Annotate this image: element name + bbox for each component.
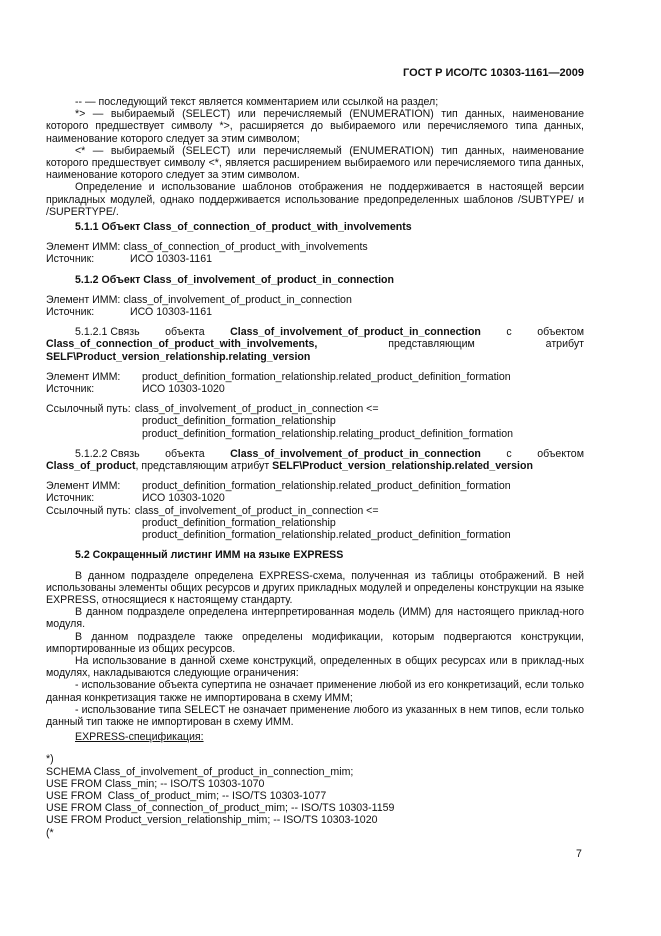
paragraph: В данном подразделе также определены модификации, которым подвергаются конструкции, импортированные из общих ресурсов.: [46, 630, 584, 655]
paragraph: - использование типа SELECT не означает применение любого из указанных в нем типов, если только данный тип также не импортирован в схему ИММ.: [46, 703, 584, 728]
def-select-extends: *> — выбираемый (SELECT) или перечисляемый (ENUMERATION) тип данных, наименование которого предшествует символу *>, расширяется до выбираемого или перечисляемого типа данных, наименование которого следует за этим символом;: [46, 108, 584, 145]
section-5-1-1-body: [46, 241, 584, 265]
section-5-1-2-1-heading: 5.1.2.1 Связь объекта Class_of_involvement_of_product_in_connection с объектом Class_of_connection_of_product_with_involvements, представляющим атрибут SELF\Product_version_relationship.relating_version: [46, 326, 584, 363]
def-select-extension: <* — выбираемый (SELECT) или перечисляемый (ENUMERATION) тип данных, наименование которого предшествует символу <*, является расширением выбираемого или перечисляемого типа данных, наименование которого следует за этим символом.: [46, 144, 584, 182]
section-5-2-body: [46, 570, 584, 744]
reference-path-line: class_of_involvement_of_product_in_connection <=: [134, 403, 379, 416]
def-templates: Определение и использование шаблонов отображения не поддерживается в настоящей версии прикладных модулей, однако поддерживается использование предопределенных шаблонов /SUBTYPE/ и /SUPERTYPE/.: [46, 181, 584, 218]
code-line: USE FROM Class_of_product_mim; -- ISO/TS 10303-1077: [46, 789, 327, 802]
reference-path-line: class_of_involvement_of_product_in_connection <=: [134, 504, 379, 517]
section-5-1-2-2-body: [46, 480, 584, 541]
paragraph: В данном подразделе определена интерпретированная модель (ИММ) для настоящего приклад-ного модуля.: [46, 606, 584, 631]
aim-element-label: Элемент ИММ:: [46, 241, 121, 254]
page-content: [46, 96, 584, 839]
express-spec-label: EXPRESS-спецификация:: [75, 731, 204, 744]
aim-element-value: class_of_connection_of_product_with_involvements: [123, 241, 368, 254]
section-5-1-2-body: [46, 294, 584, 318]
def-comment: -- — последующий текст является комментарием или ссылкой на раздел;: [75, 96, 439, 108]
section-5-1-2-2-heading: 5.1.2.2 Связь объекта Class_of_involvement_of_product_in_connection с объектом Class_of_product, представляющим атрибут SELF\Product_version_relationship.related_version: [46, 447, 584, 473]
paragraph: - использование объекта супертипа не означает применение любой из его конкретизаций, если только данная конкретизация также не импортирована в схему ИММ;: [46, 679, 584, 704]
section-5-1-2-1-body: [46, 371, 584, 440]
code-line: SCHEMA Class_of_involvement_of_product_in_connection_mim;: [46, 765, 354, 778]
section-5-2-title: 5.2 Сокращенный листинг ИММ на языке EXPRESS: [75, 549, 344, 562]
source-value: ИСО 10303-1020: [142, 492, 225, 505]
code-line: *): [46, 753, 54, 766]
reference-path-line: product_definition_formation_relationship: [142, 516, 336, 529]
aim-element-value: product_definition_formation_relationship.related_product_definition_formation: [142, 370, 511, 383]
reference-path-line: product_definition_formation_relationship: [142, 415, 336, 428]
section-5-1-2-title: 5.1.2 Объект Class_of_involvement_of_product_in_connection: [75, 273, 394, 286]
section-5-1-1-title: 5.1.1 Объект Class_of_connection_of_product_with_involvements: [75, 221, 412, 234]
aim-element-label: Элемент ИММ:: [46, 370, 121, 383]
paragraph: В данном подразделе определена EXPRESS-схема, полученная из таблицы отображений. В ней использованы элементы общих ресурсов и других прикладных модулей и определены конструкции на языке EXPRESS, относящиеся к настоящему стандарту.: [46, 569, 584, 606]
code-line: USE FROM Class_of_connection_of_product_mim; -- ISO/TS 10303-1159: [46, 802, 395, 815]
code-line: USE FROM Product_version_relationship_mim; -- ISO/TS 10303-1020: [46, 814, 378, 827]
paragraph: На использование в данной схеме конструкций, определенных в общих ресурсах или в приклад-ных модулях, накладываются следующие ограничения:: [46, 654, 584, 680]
source-label: Источник:: [46, 383, 95, 396]
source-label: Источник:: [46, 253, 95, 266]
source-value: ИСО 10303-1020: [142, 383, 225, 396]
reference-path-line: product_definition_formation_relationship.related_product_definition_formation: [142, 529, 511, 542]
source-label: Источник:: [46, 306, 95, 319]
reference-path-line: product_definition_formation_relationship.relating_product_definition_formation: [142, 427, 514, 440]
express-code-block: [46, 753, 584, 838]
reference-path-label: Ссылочный путь:: [46, 403, 131, 416]
aim-element-label: Элемент ИММ:: [46, 480, 121, 493]
reference-path-label: Ссылочный путь:: [46, 504, 131, 517]
document-header: ГОСТ Р ИСО/ТС 10303-1161—2009: [403, 67, 584, 79]
code-line: (*: [46, 826, 54, 839]
page-number: 7: [576, 848, 582, 860]
aim-element-label: Элемент ИММ:: [46, 293, 121, 306]
source-value: ИСО 10303-1161: [130, 253, 212, 266]
source-value: ИСО 10303-1161: [130, 306, 212, 319]
source-label: Источник:: [46, 492, 95, 505]
code-line: USE FROM Class_min; -- ISO/TS 10303-1070: [46, 777, 265, 790]
aim-element-value: class_of_involvement_of_product_in_connection: [123, 293, 352, 306]
aim-element-value: product_definition_formation_relationship.related_product_definition_formation: [142, 480, 511, 493]
